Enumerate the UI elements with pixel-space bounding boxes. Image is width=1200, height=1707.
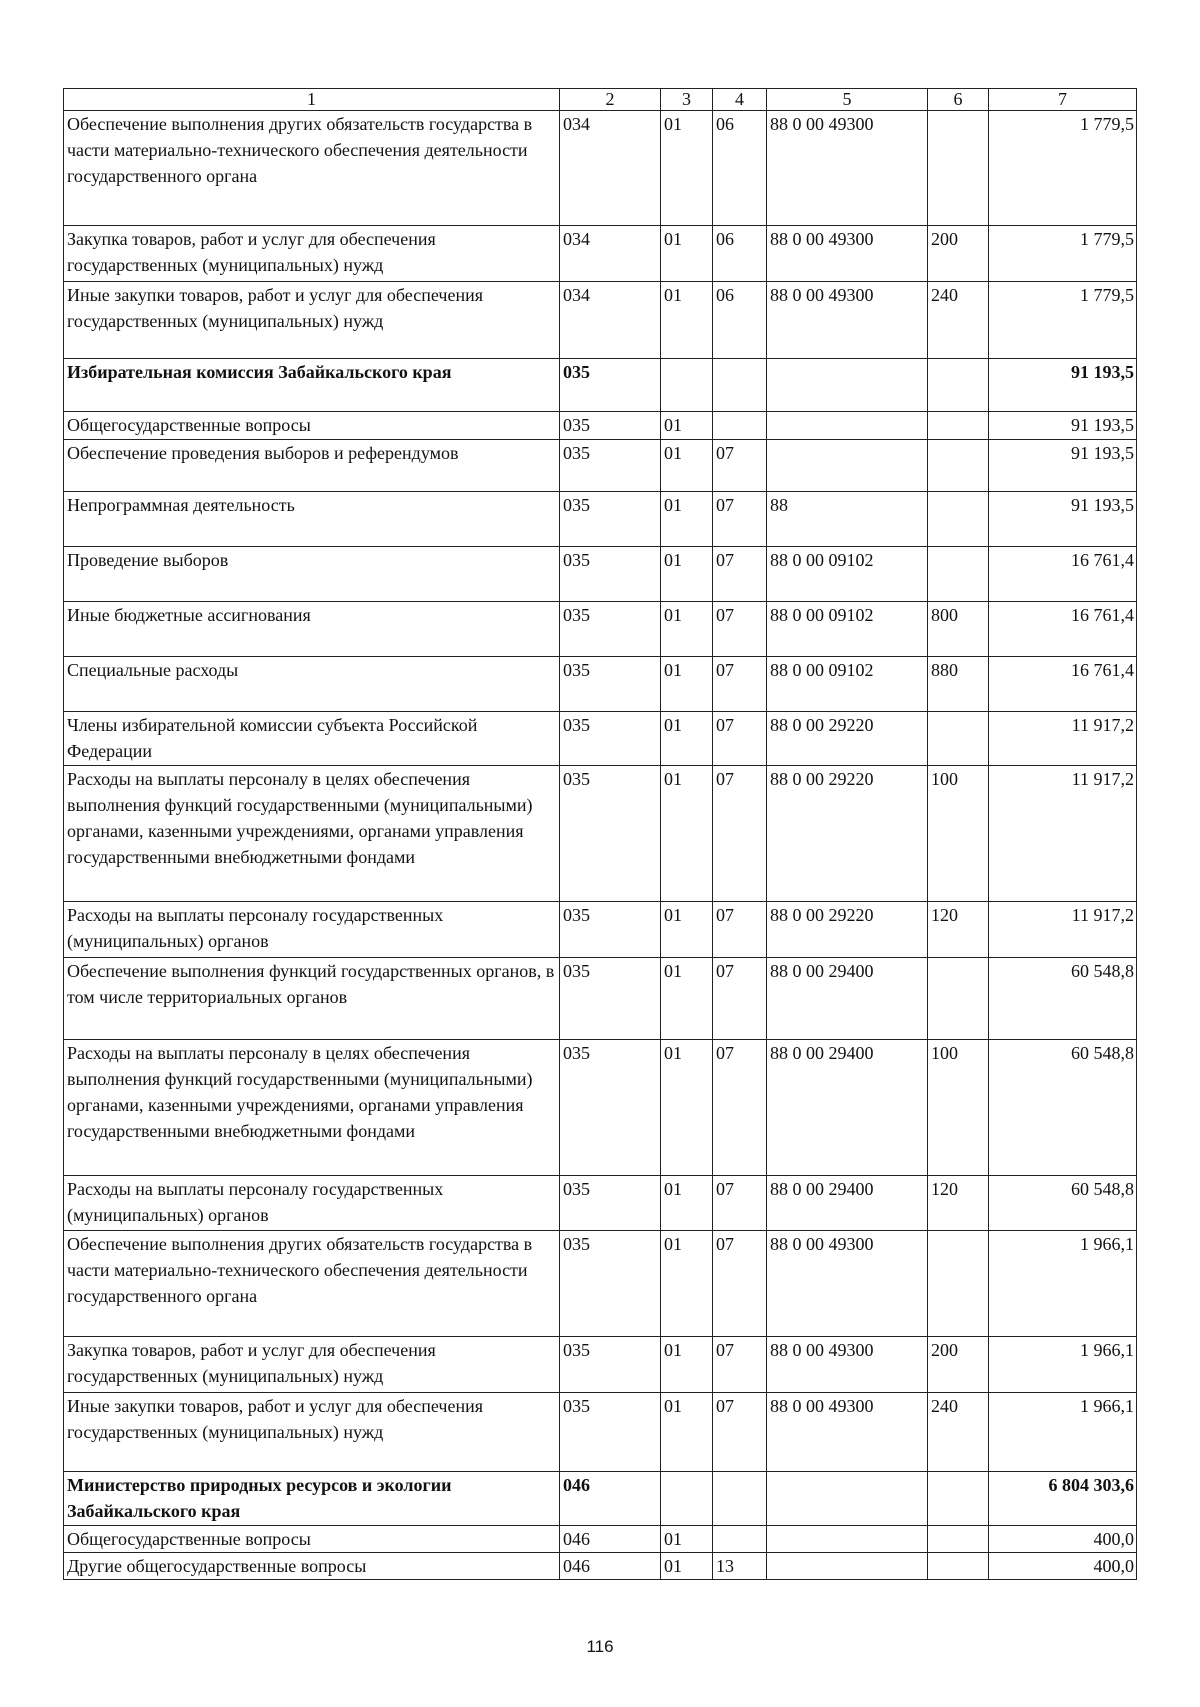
amount-cell: 91 193,5 bbox=[989, 412, 1137, 440]
expense-type-cell bbox=[928, 492, 989, 547]
amount-cell: 91 193,5 bbox=[989, 440, 1137, 492]
target-article-cell: 88 0 00 29400 bbox=[767, 1040, 928, 1176]
column-header: 3 bbox=[661, 89, 713, 111]
subsection-cell: 13 bbox=[713, 1553, 767, 1580]
subsection-cell: 07 bbox=[713, 1040, 767, 1176]
target-article-cell: 88 0 00 29220 bbox=[767, 766, 928, 902]
subsection-cell: 07 bbox=[713, 1231, 767, 1337]
target-article-cell: 88 0 00 09102 bbox=[767, 602, 928, 657]
admin-code-cell: 035 bbox=[560, 902, 661, 958]
expense-type-cell: 120 bbox=[928, 1176, 989, 1231]
row-name-cell: Расходы на выплаты персоналу государственных (муниципальных) органов bbox=[64, 902, 560, 958]
subsection-cell: 07 bbox=[713, 958, 767, 1040]
table-row bbox=[64, 1337, 1137, 1393]
table-row bbox=[64, 1553, 1137, 1580]
section-cell: 01 bbox=[661, 111, 713, 226]
table-row bbox=[64, 440, 1137, 492]
section-cell: 01 bbox=[661, 1337, 713, 1393]
admin-code-cell: 035 bbox=[560, 602, 661, 657]
column-header: 5 bbox=[767, 89, 928, 111]
subsection-cell: 07 bbox=[713, 766, 767, 902]
admin-code-cell: 035 bbox=[560, 492, 661, 547]
section-cell: 01 bbox=[661, 712, 713, 766]
row-name-cell: Иные бюджетные ассигнования bbox=[64, 602, 560, 657]
amount-cell: 11 917,2 bbox=[989, 902, 1137, 958]
target-article-cell: 88 0 00 49300 bbox=[767, 226, 928, 282]
subsection-cell: 07 bbox=[713, 712, 767, 766]
table-row bbox=[64, 412, 1137, 440]
subsection-cell: 07 bbox=[713, 492, 767, 547]
subsection-cell: 06 bbox=[713, 226, 767, 282]
admin-code-cell: 034 bbox=[560, 111, 661, 226]
amount-cell: 1 966,1 bbox=[989, 1231, 1137, 1337]
table-body bbox=[64, 89, 1137, 1580]
expense-type-cell bbox=[928, 712, 989, 766]
admin-code-cell: 035 bbox=[560, 1231, 661, 1337]
target-article-cell: 88 0 00 49300 bbox=[767, 111, 928, 226]
table-row bbox=[64, 766, 1137, 902]
amount-cell: 1 966,1 bbox=[989, 1393, 1137, 1472]
table-row bbox=[64, 282, 1137, 359]
expense-type-cell: 880 bbox=[928, 657, 989, 712]
amount-cell: 6 804 303,6 bbox=[989, 1472, 1137, 1526]
amount-cell: 16 761,4 bbox=[989, 602, 1137, 657]
target-article-cell: 88 0 00 29400 bbox=[767, 1176, 928, 1231]
target-article-cell bbox=[767, 359, 928, 412]
admin-code-cell: 035 bbox=[560, 359, 661, 412]
expense-type-cell: 240 bbox=[928, 282, 989, 359]
admin-code-cell: 035 bbox=[560, 712, 661, 766]
target-article-cell: 88 0 00 29400 bbox=[767, 958, 928, 1040]
expense-type-cell bbox=[928, 1472, 989, 1526]
subsection-cell: 06 bbox=[713, 111, 767, 226]
section-cell: 01 bbox=[661, 958, 713, 1040]
column-header: 2 bbox=[560, 89, 661, 111]
section-cell: 01 bbox=[661, 602, 713, 657]
expense-type-cell bbox=[928, 1231, 989, 1337]
amount-cell: 91 193,5 bbox=[989, 359, 1137, 412]
section-cell: 01 bbox=[661, 1393, 713, 1472]
target-article-cell: 88 0 00 49300 bbox=[767, 282, 928, 359]
amount-cell: 1 779,5 bbox=[989, 226, 1137, 282]
target-article-cell: 88 0 00 09102 bbox=[767, 547, 928, 602]
subsection-cell: 07 bbox=[713, 602, 767, 657]
target-article-cell: 88 0 00 49300 bbox=[767, 1337, 928, 1393]
target-article-cell: 88 0 00 49300 bbox=[767, 1393, 928, 1472]
row-name-cell: Закупка товаров, работ и услуг для обеспечения государственных (муниципальных) нужд bbox=[64, 226, 560, 282]
target-article-cell: 88 bbox=[767, 492, 928, 547]
section-cell: 01 bbox=[661, 766, 713, 902]
target-article-cell bbox=[767, 1526, 928, 1553]
target-article-cell bbox=[767, 1553, 928, 1580]
column-header: 4 bbox=[713, 89, 767, 111]
subsection-cell: 07 bbox=[713, 1337, 767, 1393]
section-cell bbox=[661, 1472, 713, 1526]
subsection-cell bbox=[713, 412, 767, 440]
table-row bbox=[64, 1526, 1137, 1553]
admin-code-cell: 034 bbox=[560, 282, 661, 359]
admin-code-cell: 046 bbox=[560, 1553, 661, 1580]
section-cell: 01 bbox=[661, 1231, 713, 1337]
row-name-cell: Расходы на выплаты персоналу государственных (муниципальных) органов bbox=[64, 1176, 560, 1231]
expense-type-cell bbox=[928, 359, 989, 412]
row-name-cell: Иные закупки товаров, работ и услуг для обеспечения государственных (муниципальных) нужд bbox=[64, 1393, 560, 1472]
section-cell: 01 bbox=[661, 226, 713, 282]
admin-code-cell: 035 bbox=[560, 1393, 661, 1472]
row-name-cell: Закупка товаров, работ и услуг для обеспечения государственных (муниципальных) нужд bbox=[64, 1337, 560, 1393]
admin-code-cell: 035 bbox=[560, 440, 661, 492]
table-row bbox=[64, 111, 1137, 226]
table-row bbox=[64, 958, 1137, 1040]
section-cell: 01 bbox=[661, 657, 713, 712]
section-cell: 01 bbox=[661, 902, 713, 958]
table-row bbox=[64, 902, 1137, 958]
admin-code-cell: 034 bbox=[560, 226, 661, 282]
table-row bbox=[64, 226, 1137, 282]
subsection-cell: 07 bbox=[713, 547, 767, 602]
subsection-cell: 07 bbox=[713, 1176, 767, 1231]
target-article-cell: 88 0 00 49300 bbox=[767, 1231, 928, 1337]
amount-cell: 1 966,1 bbox=[989, 1337, 1137, 1393]
table-row bbox=[64, 1040, 1137, 1176]
expense-type-cell bbox=[928, 1526, 989, 1553]
row-name-cell: Общегосударственные вопросы bbox=[64, 412, 560, 440]
expense-type-cell: 800 bbox=[928, 602, 989, 657]
section-cell: 01 bbox=[661, 1526, 713, 1553]
amount-cell: 400,0 bbox=[989, 1553, 1137, 1580]
target-article-cell: 88 0 00 29220 bbox=[767, 902, 928, 958]
table-row bbox=[64, 359, 1137, 412]
header-row bbox=[64, 89, 1137, 111]
expense-type-cell bbox=[928, 547, 989, 602]
row-name-cell: Иные закупки товаров, работ и услуг для обеспечения государственных (муниципальных) нужд bbox=[64, 282, 560, 359]
target-article-cell bbox=[767, 412, 928, 440]
budget-table bbox=[63, 88, 1137, 1580]
section-cell: 01 bbox=[661, 282, 713, 359]
row-name-cell: Расходы на выплаты персоналу в целях обеспечения выполнения функций государственными (муниципальными) органами, казенными учреждениями, органами управления государственными внебюджетными фондами bbox=[64, 766, 560, 902]
amount-cell: 11 917,2 bbox=[989, 766, 1137, 902]
table-row bbox=[64, 492, 1137, 547]
expense-type-cell: 100 bbox=[928, 766, 989, 902]
section-cell: 01 bbox=[661, 1176, 713, 1231]
amount-cell: 400,0 bbox=[989, 1526, 1137, 1553]
target-article-cell: 88 0 00 29220 bbox=[767, 712, 928, 766]
page-number: 116 bbox=[586, 1637, 614, 1656]
admin-code-cell: 046 bbox=[560, 1526, 661, 1553]
table-row bbox=[64, 1472, 1137, 1526]
row-name-cell: Обеспечение выполнения функций государственных органов, в том числе территориальных органов bbox=[64, 958, 560, 1040]
expense-type-cell: 200 bbox=[928, 1337, 989, 1393]
target-article-cell bbox=[767, 440, 928, 492]
amount-cell: 60 548,8 bbox=[989, 1176, 1137, 1231]
admin-code-cell: 035 bbox=[560, 412, 661, 440]
expense-type-cell bbox=[928, 111, 989, 226]
expense-type-cell: 240 bbox=[928, 1393, 989, 1472]
subsection-cell: 07 bbox=[713, 657, 767, 712]
subsection-cell: 07 bbox=[713, 902, 767, 958]
amount-cell: 11 917,2 bbox=[989, 712, 1137, 766]
column-header: 1 bbox=[64, 89, 560, 111]
admin-code-cell: 035 bbox=[560, 1176, 661, 1231]
amount-cell: 1 779,5 bbox=[989, 111, 1137, 226]
expense-type-cell bbox=[928, 1553, 989, 1580]
table-row bbox=[64, 657, 1137, 712]
row-name-cell: Другие общегосударственные вопросы bbox=[64, 1553, 560, 1580]
subsection-cell: 07 bbox=[713, 1393, 767, 1472]
subsection-cell bbox=[713, 1526, 767, 1553]
amount-cell: 60 548,8 bbox=[989, 958, 1137, 1040]
section-cell: 01 bbox=[661, 547, 713, 602]
row-name-cell: Члены избирательной комиссии субъекта Российской Федерации bbox=[64, 712, 560, 766]
subsection-cell: 06 bbox=[713, 282, 767, 359]
row-name-cell: Обеспечение выполнения других обязательств государства в части материально-технического обеспечения деятельности государственного органа bbox=[64, 111, 560, 226]
row-name-cell: Общегосударственные вопросы bbox=[64, 1526, 560, 1553]
admin-code-cell: 046 bbox=[560, 1472, 661, 1526]
subsection-cell: 07 bbox=[713, 440, 767, 492]
expense-type-cell: 200 bbox=[928, 226, 989, 282]
row-name-cell: Обеспечение проведения выборов и референдумов bbox=[64, 440, 560, 492]
target-article-cell: 88 0 00 09102 bbox=[767, 657, 928, 712]
subsection-cell bbox=[713, 1472, 767, 1526]
section-cell bbox=[661, 359, 713, 412]
table-row bbox=[64, 1231, 1137, 1337]
amount-cell: 16 761,4 bbox=[989, 547, 1137, 602]
row-name-cell: Избирательная комиссия Забайкальского края bbox=[64, 359, 560, 412]
column-header: 6 bbox=[928, 89, 989, 111]
target-article-cell bbox=[767, 1472, 928, 1526]
row-name-cell: Министерство природных ресурсов и экологии Забайкальского края bbox=[64, 1472, 560, 1526]
table-row bbox=[64, 602, 1137, 657]
amount-cell: 1 779,5 bbox=[989, 282, 1137, 359]
section-cell: 01 bbox=[661, 412, 713, 440]
admin-code-cell: 035 bbox=[560, 1040, 661, 1176]
column-header: 7 bbox=[989, 89, 1137, 111]
row-name-cell: Специальные расходы bbox=[64, 657, 560, 712]
row-name-cell: Непрограммная деятельность bbox=[64, 492, 560, 547]
row-name-cell: Обеспечение выполнения других обязательств государства в части материально-технического обеспечения деятельности государственного органа bbox=[64, 1231, 560, 1337]
expense-type-cell bbox=[928, 412, 989, 440]
row-name-cell: Расходы на выплаты персоналу в целях обеспечения выполнения функций государственными (муниципальными) органами, казенными учреждениями, органами управления государственными внебюджетными фондами bbox=[64, 1040, 560, 1176]
admin-code-cell: 035 bbox=[560, 958, 661, 1040]
table-row bbox=[64, 547, 1137, 602]
admin-code-cell: 035 bbox=[560, 766, 661, 902]
table-row bbox=[64, 1176, 1137, 1231]
section-cell: 01 bbox=[661, 440, 713, 492]
section-cell: 01 bbox=[661, 492, 713, 547]
table-row bbox=[64, 1393, 1137, 1472]
table-row bbox=[64, 712, 1137, 766]
admin-code-cell: 035 bbox=[560, 1337, 661, 1393]
amount-cell: 16 761,4 bbox=[989, 657, 1137, 712]
expense-type-cell bbox=[928, 958, 989, 1040]
row-name-cell: Проведение выборов bbox=[64, 547, 560, 602]
subsection-cell bbox=[713, 359, 767, 412]
admin-code-cell: 035 bbox=[560, 547, 661, 602]
amount-cell: 60 548,8 bbox=[989, 1040, 1137, 1176]
section-cell: 01 bbox=[661, 1553, 713, 1580]
section-cell: 01 bbox=[661, 1040, 713, 1176]
amount-cell: 91 193,5 bbox=[989, 492, 1137, 547]
expense-type-cell: 120 bbox=[928, 902, 989, 958]
expense-type-cell: 100 bbox=[928, 1040, 989, 1176]
expense-type-cell bbox=[928, 440, 989, 492]
admin-code-cell: 035 bbox=[560, 657, 661, 712]
